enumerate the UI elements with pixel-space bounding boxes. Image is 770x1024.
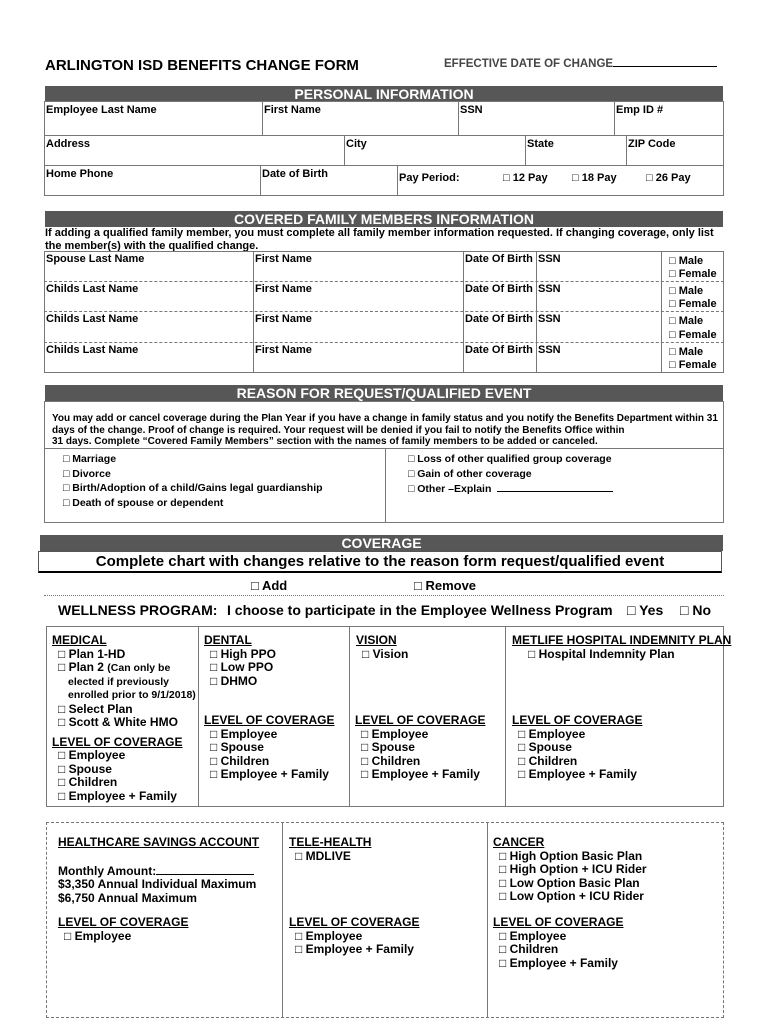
scott-white-checkbox[interactable]: □ Scott & White HMO	[58, 715, 178, 729]
vision-column	[356, 634, 408, 661]
cancer-employee-checkbox[interactable]: □ Employee	[499, 928, 567, 943]
coverage-heading: COVERAGE	[40, 535, 723, 551]
birth-adoption-checkbox[interactable]: □ Birth/Adoption of a child/Gains legal guardianship	[63, 482, 323, 494]
dob-field[interactable]: Date of Birth	[262, 168, 328, 180]
vision-title: VISION	[356, 633, 397, 647]
family-first-name-field[interactable]: First Name	[255, 253, 312, 265]
dental-low-ppo-checkbox[interactable]: □ Low PPO	[210, 660, 274, 674]
family-note: If adding a qualified family member, you must complete all family member information requested. If changing coverage, only list the member(s) with the qualified change.	[45, 227, 714, 252]
metlife-level-title: LEVEL OF COVERAGE	[512, 713, 643, 727]
dental-level-title: LEVEL OF COVERAGE	[204, 713, 335, 727]
hsa-column	[58, 836, 259, 905]
reason-left-options	[63, 452, 323, 510]
gain-coverage-checkbox[interactable]: □ Gain of other coverage	[408, 467, 532, 480]
female-checkbox[interactable]: □ Female	[669, 298, 717, 310]
hsa-annual-max: $6,750 Annual Maximum	[58, 890, 197, 905]
hsa-individual-max: $3,350 Annual Individual Maximum	[58, 877, 257, 891]
medical-family-checkbox[interactable]: □ Employee + Family	[58, 788, 177, 803]
dental-level-column	[204, 714, 334, 782]
metlife-spouse-checkbox[interactable]: □ Spouse	[518, 740, 572, 754]
cancer-high-basic-checkbox[interactable]: □ High Option Basic Plan	[499, 848, 643, 863]
other-explain-checkbox[interactable]: □ Other –Explain	[408, 483, 492, 495]
plan2-note-3: enrolled prior to 9/1/2018)	[68, 689, 196, 701]
hsa-employee-checkbox[interactable]: □ Employee	[64, 928, 132, 943]
hsa-title: HEALTHCARE SAVINGS ACCOUNT	[58, 835, 260, 849]
loss-coverage-checkbox[interactable]: □ Loss of other qualified group coverage	[408, 453, 612, 465]
vision-employee-checkbox[interactable]: □ Employee	[361, 726, 429, 741]
cancer-level-column	[493, 916, 623, 970]
metlife-column	[512, 634, 731, 661]
divorce-checkbox[interactable]: □ Divorce	[63, 467, 111, 480]
medical-plan2-row	[52, 661, 196, 676]
male-checkbox[interactable]: □ Male	[669, 346, 704, 358]
medical-plan1-checkbox[interactable]: □ Plan 1-HD	[58, 646, 126, 661]
telehealth-level-title: LEVEL OF COVERAGE	[289, 915, 420, 929]
effective-date-label	[444, 56, 717, 70]
telehealth-column	[289, 836, 371, 863]
vision-children-checkbox[interactable]: □ Children	[361, 753, 421, 768]
vision-family-checkbox[interactable]: □ Employee + Family	[361, 767, 480, 781]
family-first-name-field[interactable]: First Name	[255, 283, 312, 295]
cancer-high-icu-checkbox[interactable]: □ High Option + ICU Rider	[499, 862, 647, 876]
cancer-family-checkbox[interactable]: □ Employee + Family	[499, 955, 618, 970]
personal-info-heading: PERSONAL INFORMATION	[45, 86, 723, 102]
dental-spouse-checkbox[interactable]: □ Spouse	[210, 740, 264, 754]
effective-date-field[interactable]	[613, 56, 717, 67]
vision-spouse-checkbox[interactable]: □ Spouse	[361, 740, 415, 754]
dental-title: DENTAL	[204, 633, 252, 647]
cancer-title: CANCER	[493, 835, 545, 849]
dental-high-ppo-checkbox[interactable]: □ High PPO	[210, 646, 276, 661]
employee-last-name-field[interactable]: Employee Last Name	[46, 104, 157, 116]
cancer-low-basic-checkbox[interactable]: □ Low Option Basic Plan	[499, 875, 640, 890]
effective-date-text: EFFECTIVE DATE OF CHANGE	[444, 58, 614, 70]
form-title: ARLINGTON ISD BENEFITS CHANGE FORM	[45, 57, 359, 74]
reason-line-1: You may add or cancel coverage during the Plan Year if you have a change in family status and you notify the Benefits Department within 31	[52, 413, 718, 424]
vision-level-column	[355, 714, 485, 782]
child-last-name-field[interactable]: Childs Last Name	[46, 313, 139, 325]
monthly-amount-label: Monthly Amount:	[58, 863, 157, 878]
vision-level-title: LEVEL OF COVERAGE	[355, 713, 486, 727]
metlife-employee-checkbox[interactable]: □ Employee	[518, 726, 586, 741]
marriage-checkbox[interactable]: □ Marriage	[63, 453, 117, 465]
medical-column	[52, 634, 196, 803]
hsa-level-title: LEVEL OF COVERAGE	[58, 915, 189, 929]
cancer-column	[493, 836, 647, 904]
metlife-level-column	[512, 714, 642, 782]
medical-level-title: LEVEL OF COVERAGE	[52, 734, 183, 749]
medical-children-checkbox[interactable]: □ Children	[58, 775, 118, 789]
family-ssn-field[interactable]: SSN	[538, 253, 561, 265]
vision-checkbox[interactable]: □ Vision	[362, 646, 409, 661]
wellness-yes-checkbox[interactable]: □ Yes	[627, 602, 664, 618]
family-dob-field[interactable]: Date Of Birth	[465, 344, 533, 356]
telehealth-employee-checkbox[interactable]: □ Employee	[295, 928, 363, 943]
dental-family-checkbox[interactable]: □ Employee + Family	[210, 767, 329, 781]
cancer-low-icu-checkbox[interactable]: □ Low Option + ICU Rider	[499, 889, 644, 903]
family-table	[44, 251, 724, 373]
add-checkbox[interactable]: □ Add	[251, 578, 288, 593]
mdlive-checkbox[interactable]: □ MDLIVE	[295, 848, 351, 863]
first-name-field[interactable]: First Name	[264, 104, 321, 116]
dental-children-checkbox[interactable]: □ Children	[210, 753, 270, 768]
family-first-name-field[interactable]: First Name	[255, 313, 312, 325]
female-checkbox[interactable]: □ Female	[669, 359, 717, 371]
family-ssn-field[interactable]: SSN	[538, 344, 561, 356]
medical-plan2-checkbox[interactable]: □ Plan 2	[58, 660, 104, 674]
other-explain-field[interactable]	[497, 481, 613, 492]
city-field[interactable]: City	[346, 138, 367, 150]
home-phone-field[interactable]: Home Phone	[46, 168, 114, 180]
family-info-heading: COVERED FAMILY MEMBERS INFORMATION	[45, 211, 723, 227]
family-ssn-field[interactable]: SSN	[538, 283, 561, 295]
reason-line-3: 31 days. Complete “Covered Family Members” section with the names of family members to be added or canceled.	[52, 436, 598, 447]
state-field[interactable]: State	[527, 138, 554, 150]
female-checkbox[interactable]: □ Female	[669, 268, 717, 280]
pay-26-checkbox[interactable]: □ 26 Pay	[646, 172, 691, 184]
medical-spouse-checkbox[interactable]: □ Spouse	[58, 761, 112, 776]
plan2-note: (Can only be	[107, 662, 171, 674]
metlife-family-checkbox[interactable]: □ Employee + Family	[518, 767, 637, 781]
wellness-label: WELLNESS PROGRAM:	[58, 602, 218, 618]
pay-period-label: Pay Period:	[399, 172, 460, 184]
monthly-amount-field[interactable]	[156, 864, 254, 875]
other-explain-row	[408, 481, 613, 497]
zip-field[interactable]: ZIP Code	[628, 138, 676, 150]
wellness-no-checkbox[interactable]: □ No	[680, 602, 712, 618]
wellness-text: I choose to participate in the Employee Wellness Program	[227, 602, 613, 618]
telehealth-family-checkbox[interactable]: □ Employee + Family	[295, 942, 414, 956]
reason-right-options	[408, 452, 613, 497]
spouse-last-name-field[interactable]: Spouse Last Name	[46, 253, 145, 265]
family-dob-field[interactable]: Date Of Birth	[465, 253, 533, 265]
metlife-title: METLIFE HOSPITAL INDEMNITY PLAN	[512, 633, 732, 647]
child-last-name-field[interactable]: Childs Last Name	[46, 344, 139, 356]
cancer-children-checkbox[interactable]: □ Children	[499, 942, 559, 956]
dental-employee-checkbox[interactable]: □ Employee	[210, 726, 278, 741]
dental-column	[204, 634, 276, 688]
pay-18-checkbox[interactable]: □ 18 Pay	[572, 172, 617, 184]
male-checkbox[interactable]: □ Male	[669, 255, 704, 267]
child-last-name-field[interactable]: Childs Last Name	[46, 283, 139, 295]
reason-heading: REASON FOR REQUEST/QUALIFIED EVENT	[45, 385, 723, 401]
male-checkbox[interactable]: □ Male	[669, 315, 704, 327]
coverage-subheading: Complete chart with changes relative to the reason form request/qualified event	[95, 553, 665, 570]
plan2-note-2: elected if previously	[68, 675, 169, 688]
hsa-level-column	[58, 916, 188, 943]
family-dob-field[interactable]: Date Of Birth	[465, 283, 533, 295]
monthly-amount-row	[58, 864, 259, 879]
address-field[interactable]: Address	[46, 138, 91, 150]
select-plan-checkbox[interactable]: □ Select Plan	[58, 701, 133, 716]
medical-title: MEDICAL	[52, 633, 107, 647]
family-ssn-field[interactable]: SSN	[538, 313, 561, 325]
hospital-indemnity-checkbox[interactable]: □ Hospital Indemnity Plan	[528, 646, 675, 661]
emp-id-field[interactable]: Emp ID #	[616, 104, 664, 116]
telehealth-level-column	[289, 916, 419, 957]
pay-12-checkbox[interactable]: □ 12 Pay	[503, 172, 548, 184]
reason-paragraph	[52, 413, 720, 448]
family-dob-field[interactable]: Date Of Birth	[465, 313, 533, 325]
male-checkbox[interactable]: □ Male	[669, 285, 704, 297]
cancer-level-title: LEVEL OF COVERAGE	[493, 915, 624, 929]
death-checkbox[interactable]: □ Death of spouse or dependent	[63, 496, 224, 509]
dental-dhmo-checkbox[interactable]: □ DHMO	[210, 673, 258, 688]
female-checkbox[interactable]: □ Female	[669, 329, 717, 341]
family-first-name-field[interactable]: First Name	[255, 344, 312, 356]
ssn-field[interactable]: SSN	[460, 104, 483, 116]
medical-employee-checkbox[interactable]: □ Employee	[58, 748, 126, 762]
metlife-children-checkbox[interactable]: □ Children	[518, 753, 578, 768]
reason-line-2: days of the change. Proof of change is required. Your request will be denied if you fail to notify the Benefits Office within	[52, 424, 625, 436]
remove-checkbox[interactable]: □ Remove	[414, 578, 477, 593]
telehealth-title: TELE-HEALTH	[289, 835, 372, 849]
